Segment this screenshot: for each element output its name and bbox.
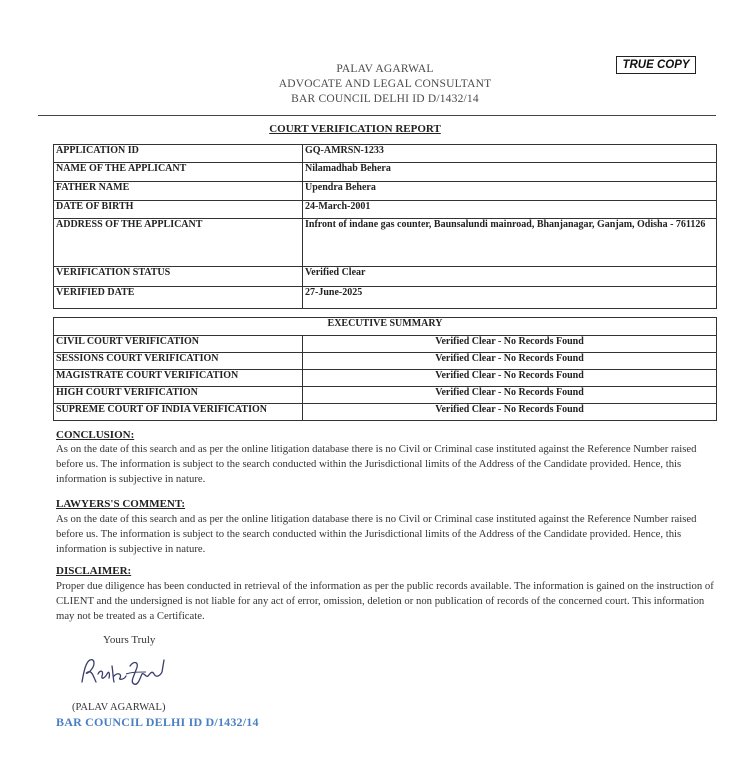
detail-value: GQ-AMRSN-1233 <box>303 145 717 163</box>
summary-label: SESSIONS COURT VERIFICATION <box>54 353 303 370</box>
advocate-designation: ADVOCATE AND LEGAL CONSULTANT <box>278 78 492 90</box>
table-row <box>54 404 717 421</box>
summary-value: Verified Clear - No Records Found <box>303 370 717 387</box>
summary-label: CIVIL COURT VERIFICATION <box>54 336 303 353</box>
table-row <box>54 318 717 336</box>
table-row <box>54 387 717 404</box>
executive-summary-title: EXECUTIVE SUMMARY <box>54 318 717 336</box>
table-row <box>54 287 717 309</box>
executive-summary-table <box>53 317 717 421</box>
summary-label: SUPREME COURT OF INDIA VERIFICATION <box>54 404 303 421</box>
table-row <box>54 353 717 370</box>
table-row <box>54 201 717 219</box>
report-title: COURT VERIFICATION REPORT <box>269 123 441 135</box>
detail-value: Upendra Behera <box>303 182 717 201</box>
conclusion-text: As on the date of this search and as per the online litigation database there is no Civil or Criminal case instituted against the Reference Number raised before us. The information is subject to the search conducted within the Jurisdictional limits of the Address of the Candidate provided. Hence, this information is subjective in nature. <box>56 443 697 485</box>
detail-value: Nilamadhab Behera <box>303 163 717 182</box>
table-row <box>54 370 717 387</box>
detail-label: DATE OF BIRTH <box>54 201 303 219</box>
detail-label: ADDRESS OF THE APPLICANT <box>54 219 303 267</box>
summary-value: Verified Clear - No Records Found <box>303 353 717 370</box>
signature-image <box>76 652 176 692</box>
footer-bar-council-id: BAR COUNCIL DELHI ID D/1432/14 <box>56 715 259 729</box>
advocate-name: PALAV AGARWAL <box>336 63 434 75</box>
detail-label: NAME OF THE APPLICANT <box>54 163 303 182</box>
detail-value: Verified Clear <box>303 267 717 287</box>
true-copy-stamp: TRUE COPY <box>616 56 696 74</box>
table-row <box>54 182 717 201</box>
summary-label: HIGH COURT VERIFICATION <box>54 387 303 404</box>
table-row <box>54 336 717 353</box>
summary-value: Verified Clear - No Records Found <box>303 336 717 353</box>
table-row <box>54 163 717 182</box>
applicant-details-table <box>53 144 717 309</box>
disclaimer-text: Proper due diligence has been conducted in retrieval of the information as per the public records available. The information is gained on the instruction of CLIENT and the undersigned is not liable for any act of error, omission, deletion or non publication of records of the concerned court. This information may not be treated as a Certificate. <box>56 580 714 622</box>
detail-value: 24-March-2001 <box>303 201 717 219</box>
disclaimer-heading: DISCLAIMER: <box>56 565 132 577</box>
lawyers-comment-heading: LAWYERS'S COMMENT: <box>56 498 186 510</box>
detail-label: FATHER NAME <box>54 182 303 201</box>
summary-value: Verified Clear - No Records Found <box>303 387 717 404</box>
detail-value: 27-June-2025 <box>303 287 717 309</box>
lawyers-comment-text: As on the date of this search and as per the online litigation database there is no Civil or Criminal case instituted against the Reference Number raised before us. The information is subject to the search conducted within the Jurisdictional limits of the Address of the Candidate provided. Hence, this information is subjective in nature. <box>56 513 697 555</box>
conclusion-heading: CONCLUSION: <box>56 429 135 441</box>
detail-label: VERIFICATION STATUS <box>54 267 303 287</box>
table-row <box>54 219 717 267</box>
signatory-name: (PALAV AGARWAL) <box>72 702 166 713</box>
header-divider <box>38 115 716 116</box>
table-row <box>54 267 717 287</box>
detail-label: APPLICATION ID <box>54 145 303 163</box>
summary-label: MAGISTRATE COURT VERIFICATION <box>54 370 303 387</box>
detail-label: VERIFIED DATE <box>54 287 303 309</box>
closing-salutation: Yours Truly <box>103 634 156 646</box>
summary-value: Verified Clear - No Records Found <box>303 404 717 421</box>
table-row <box>54 145 717 163</box>
letterhead-bar-council-id: BAR COUNCIL DELHI ID D/1432/14 <box>291 93 479 105</box>
detail-value: Infront of indane gas counter, Baunsalundi mainroad, Bhanjanagar, Ganjam, Odisha - 761126 <box>303 219 717 267</box>
